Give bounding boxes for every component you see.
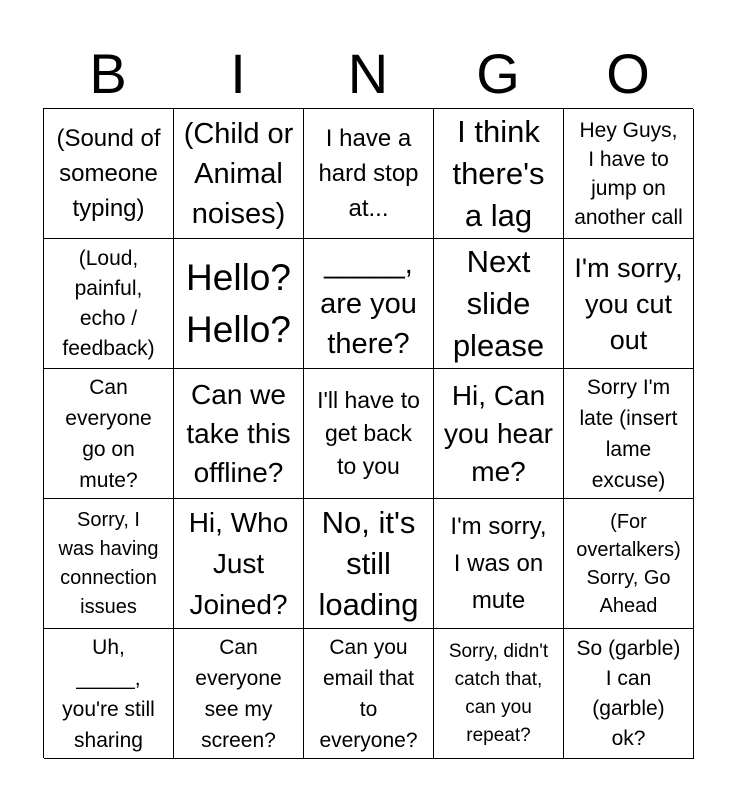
bingo-cell-r4-c1[interactable] — [44, 499, 174, 629]
bingo-cell-r4-c5[interactable] — [564, 499, 694, 629]
bingo-cell-r5-c2[interactable] — [174, 629, 304, 759]
cell-text: I'll have to get back to you — [317, 387, 420, 479]
bingo-cell-r1-c1[interactable] — [44, 109, 174, 239]
bingo-cell-r2-c2[interactable] — [174, 239, 304, 369]
header-letter-n: N — [347, 42, 389, 105]
bingo-cell-r4-c2[interactable] — [174, 499, 304, 629]
cell-text: Hi, Can you hear me? — [444, 379, 553, 487]
cell-text: No, it's still loading — [318, 505, 419, 622]
bingo-cell-r1-c5[interactable] — [564, 109, 694, 239]
cell-text: Can everyone see my screen? — [195, 635, 282, 752]
cell-text: Can we take this offline? — [186, 379, 291, 488]
bingo-cell-r5-c5[interactable] — [564, 629, 694, 759]
cell-text: (Loud, painful, echo / feedback) — [62, 246, 155, 360]
header-letter-g: G — [476, 42, 520, 105]
cell-text: Sorry, didn't catch that, can you repeat? — [448, 640, 549, 746]
cell-text: Hey Guys, I have to jump on another call — [574, 118, 683, 229]
bingo-grid — [43, 108, 693, 758]
bingo-cell-r1-c3[interactable] — [304, 109, 434, 239]
cell-text: So (garble) I can (garble) ok? — [576, 636, 681, 750]
header-letter-i: I — [230, 42, 246, 105]
header-letter-b: B — [89, 42, 127, 105]
bingo-cell-r3-c2[interactable] — [174, 369, 304, 499]
cell-text: I'm sorry, you cut out — [574, 252, 683, 355]
cell-text: (For overtalkers) Sorry, Go Ahead — [576, 510, 681, 617]
cell-text: _____, are you there? — [320, 247, 417, 360]
bingo-cell-r2-c5[interactable] — [564, 239, 694, 369]
bingo-cell-r5-c3[interactable] — [304, 629, 434, 759]
cell-text: Can everyone go on mute? — [65, 375, 152, 492]
bingo-cell-r3-c1[interactable] — [44, 369, 174, 499]
cell-text: I think there's a lag — [452, 113, 545, 233]
cell-text: I have a hard stop at... — [318, 125, 419, 222]
bingo-cell-r4-c3[interactable] — [304, 499, 434, 629]
cell-text: (Sound of someone typing) — [56, 125, 161, 222]
bingo-cell-r5-c1[interactable] — [44, 629, 174, 759]
cell-text: Next slide please — [452, 243, 545, 363]
bingo-cell-r3-c5[interactable] — [564, 369, 694, 499]
bingo-cell-r1-c4[interactable] — [434, 109, 564, 239]
bingo-header — [43, 40, 693, 108]
bingo-cell-r2-c3[interactable] — [304, 239, 434, 369]
cell-text: I'm sorry, I was on mute — [450, 513, 547, 614]
cell-text: Hi, Who Just Joined? — [188, 507, 289, 620]
cell-text: Sorry I'm late (insert lame excuse) — [579, 375, 678, 492]
cell-text: Can you email that to everyone? — [319, 635, 418, 752]
cell-text: Hello? Hello? — [186, 256, 291, 350]
bingo-cell-r2-c1[interactable] — [44, 239, 174, 369]
header-letter-o: O — [606, 42, 650, 105]
cell-text: Uh, _____, you're still sharing — [62, 635, 155, 752]
bingo-cell-r3-c4[interactable] — [434, 369, 564, 499]
bingo-cell-r4-c4[interactable] — [434, 499, 564, 629]
bingo-cell-r2-c4[interactable] — [434, 239, 564, 369]
cell-text: (Child or Animal noises) — [183, 117, 294, 230]
cell-text: Sorry, I was having connection issues — [58, 508, 159, 618]
bingo-cell-r1-c2[interactable] — [174, 109, 304, 239]
bingo-cell-r5-c4[interactable] — [434, 629, 564, 759]
bingo-cell-r3-c3[interactable] — [304, 369, 434, 499]
